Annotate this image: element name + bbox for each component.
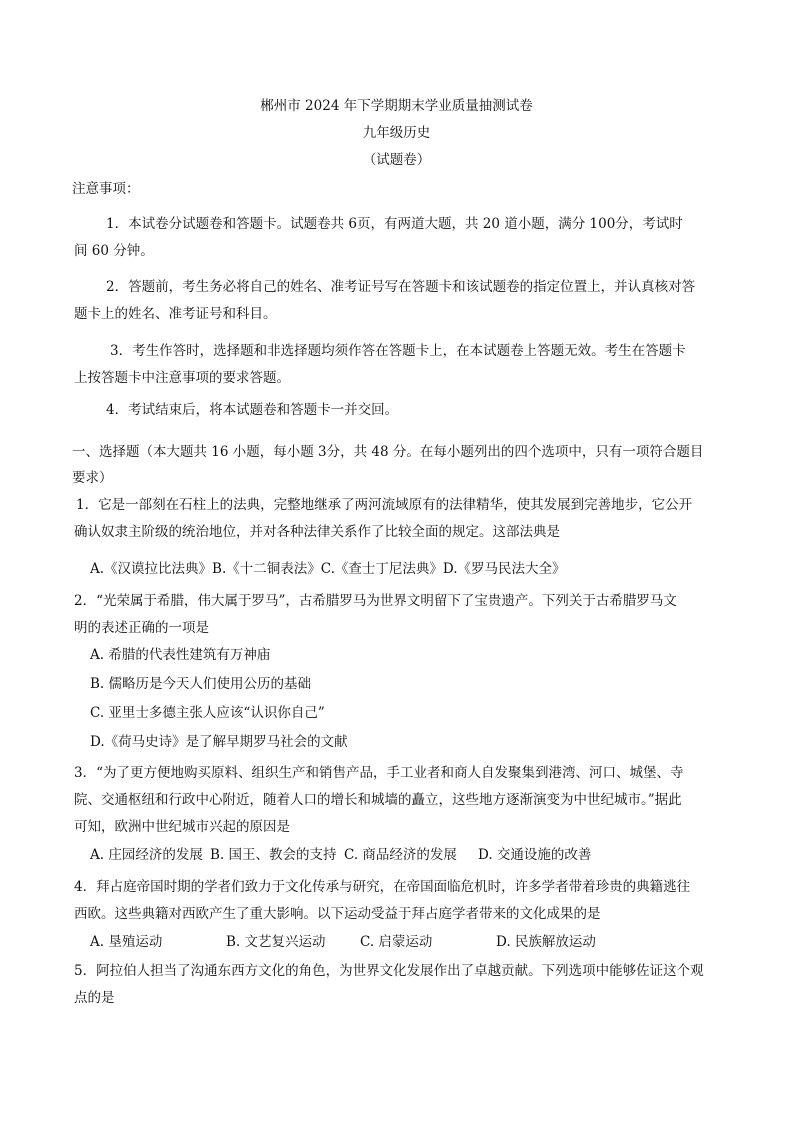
section1-line2: 要求） [72,470,113,486]
q4-stem-line1: 4．拜占庭帝国时期的学者们致力于文化传承与研究，在帝国面临危机时，许多学者带着珍贵的典籍逃往 [74,879,691,895]
q3-option-b: B. 国王、教会的支持 [210,847,337,863]
section1-line1: 一、选择题（本大题共 16 小题，每小题 3分，共 48 分。在每小题列出的四个选项中，只有一项符合题目 [72,444,704,460]
q4-stem-line2: 西欧。这些典籍对西欧产生了重大影响。以下运动受益于拜占庭学者带来的文化成果的是 [74,906,601,922]
q2-stem-line1: 2．“光荣属于希腊，伟大属于罗马”，古希腊罗马为世界文明留下了宝贵遗产。下列关于古希腊罗马文 [74,593,677,609]
q5-stem-line1: 5．阿拉伯人担当了沟通东西方文化的角色，为世界文化发展作出了卓越贡献。下列选项中能够佐证这个观 [74,963,704,979]
q1-stem-line2: 确认奴隶主阶级的统治地位，并对各种法律关系作了比较全面的规定。这部法典是 [74,524,560,540]
paper-type: （试题卷） [362,152,431,168]
q3-stem-line1: 3．“为了更方便地购买原料、组织生产和销售产品，手工业者和商人自发聚集到港湾、河口、城堡、寺 [74,765,684,781]
exam-title: 郴州市 2024 年下学期期末学业质量抽测试卷 [260,98,533,114]
q3-option-d: D. 交通设施的改善 [478,847,592,863]
note-2-line1: 2．答题前，考生务必将自己的姓名、准考证号写在答题卡和该试题卷的指定位置上，并认真核对答 [106,279,696,295]
note-1-line2: 间 60 分钟。 [74,243,154,259]
exam-subject: 九年级历史 [362,125,431,141]
note-3-line2: 上按答题卡中注意事项的要求答题。 [74,370,290,386]
note-3-line1: 3．考生作答时，选择题和非选择题均须作答在答题卡上，在本试题卷上答题无效。考生在答题卡 [110,343,686,359]
q1-options: A.《汉谟拉比法典》B.《十二铜表法》C.《查士丁尼法典》D.《罗马民法大全》 [90,561,566,577]
q4-option-c: C. 启蒙运动 [360,934,433,950]
note-4-line1: 4．考试结束后，将本试题卷和答题卡一并交回。 [106,402,399,418]
q3-option-a: A. 庄园经济的发展 [90,847,203,863]
q2-option-c: C. 亚里士多德主张人应该“认识你自己” [90,705,325,721]
q4-option-b: B. 文艺复兴运动 [226,934,326,950]
q3-option-c: C. 商品经济的发展 [344,847,457,863]
q2-option-d: D.《荷马史诗》是了解早期罗马社会的文献 [90,734,348,750]
note-2-line2: 题卡上的姓名、准考证号和科目。 [74,306,277,322]
q1-stem-line1: 1．它是一部刻在石柱上的法典，完整地继承了两河流域原有的法律精华，使其发展到完善地步，它公开 [76,497,693,513]
q4-option-a: A. 垦殖运动 [90,934,163,950]
note-1-line1: 1．本试卷分试题卷和答题卡。试题卷共 6页，有两道大题，共 20 道小题，满分 100分，考试时 [106,216,683,232]
q2-option-a: A. 希腊的代表性建筑有万神庙 [90,647,271,663]
q5-stem-line2: 点的是 [74,990,115,1006]
notes-heading: 注意事项： [72,181,140,197]
q3-stem-line2: 院、交通枢纽和行政中心附近，随着人口的增长和城墙的矗立，这些地方逐渐演变为中世纪城市。”据此 [74,792,682,808]
q2-stem-line2: 明的表述正确的一项是 [74,620,209,636]
q4-option-d: D. 民族解放运动 [496,934,596,950]
q2-option-b: B. 儒略历是今天人们使用公历的基础 [90,676,312,692]
q3-stem-line3: 可知，欧洲中世纪城市兴起的原因是 [74,819,290,835]
